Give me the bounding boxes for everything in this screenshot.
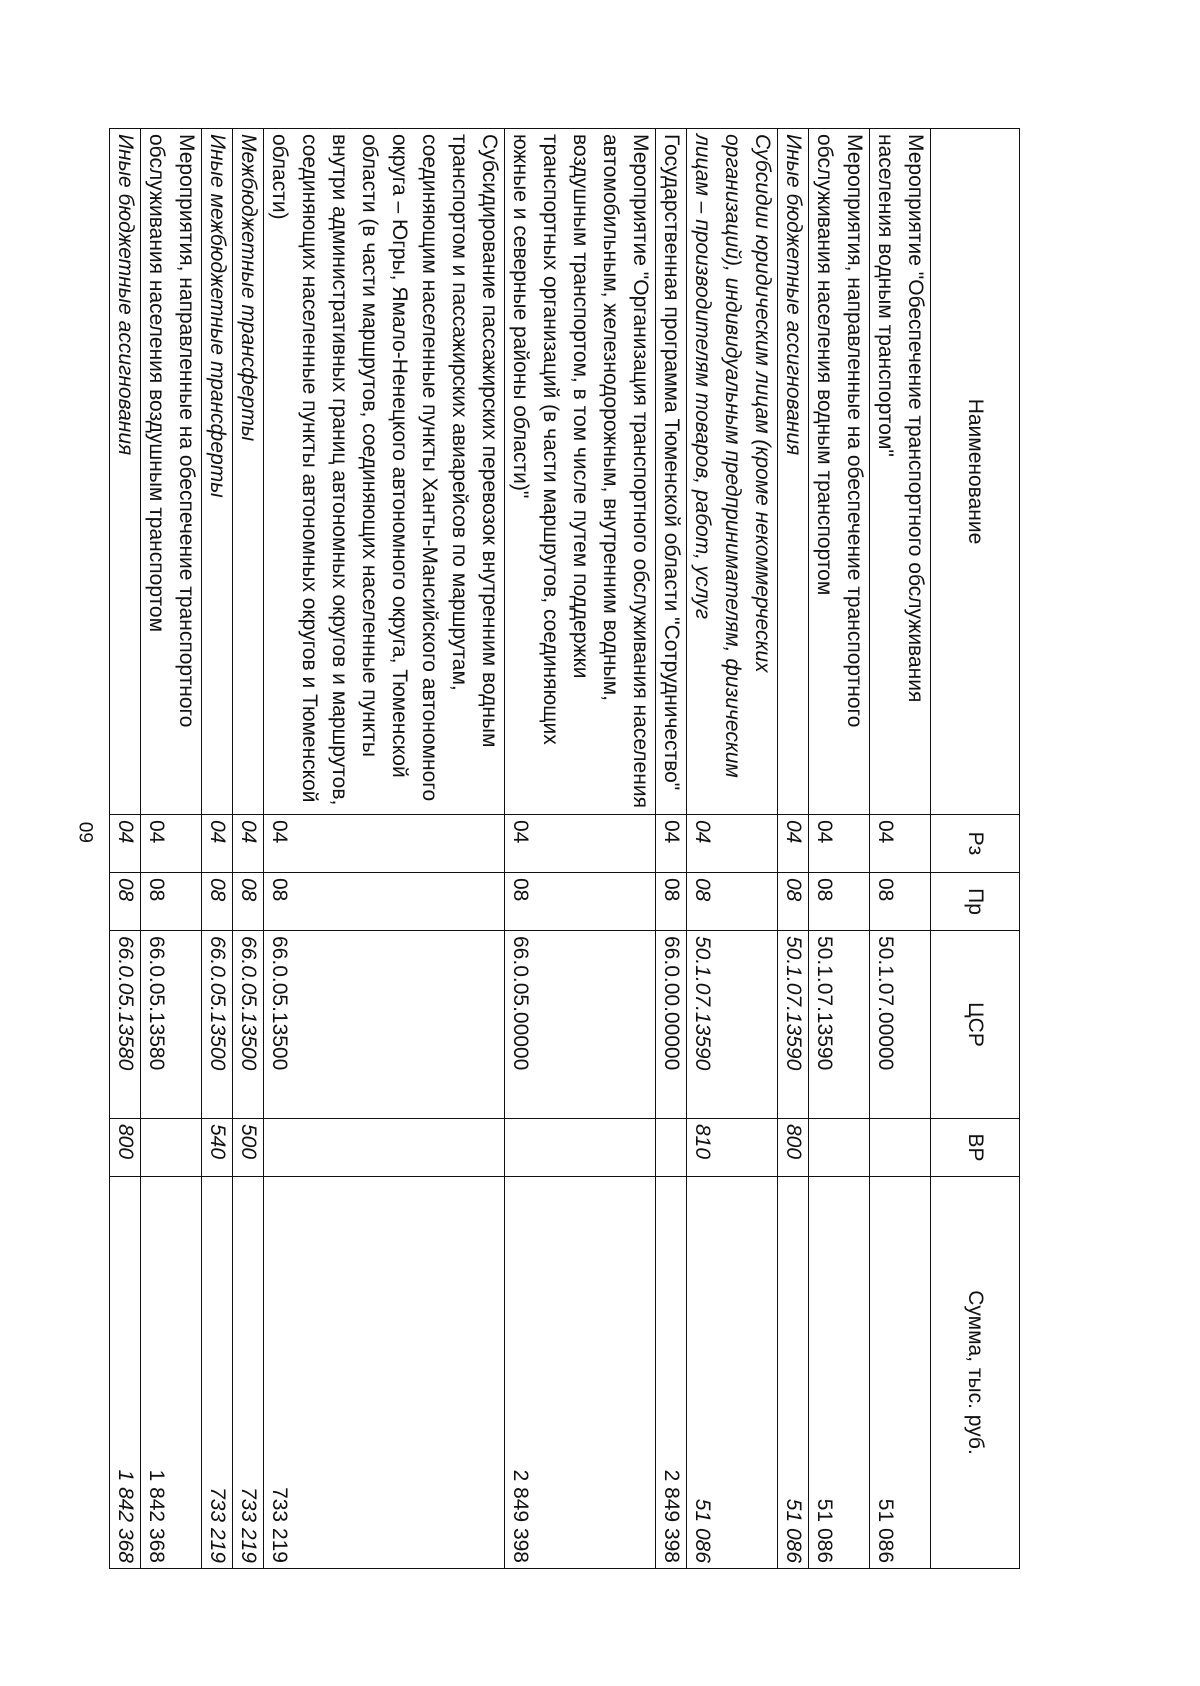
row-vr: 800 [110,1119,141,1177]
row-csr: 66.0.05.13500 [264,931,505,1119]
row-csr: 66.0.05.13500 [233,931,264,1119]
row-pr: 08 [809,873,870,931]
header-name: Наименование [931,129,1020,815]
table-row [687,129,778,1569]
row-pr: 08 [141,873,202,931]
table-row [809,129,870,1569]
row-name: Иные бюджетные ассигнования [110,129,141,815]
row-csr: 66.0.05.13580 [110,931,141,1119]
header-csr: ЦСР [931,931,1020,1119]
row-name: Субсидирование пассажирских перевозок внутренним водным транспортом и пассажирских авиарейсов по маршрутам, соединяющим населенные пункты Ханты-Мансийского автономного округа – Югры, Ямало-Ненецкого автономного округа, Тюменской области (в части маршрутов, соединяющих населенные пункты внутри административных границ автономных округов и маршрутов, соединяющих населенные пункты автономных округов и Тюменской области) [264,129,505,815]
header-pr: Пр [931,873,1020,931]
page-number: 60 [77,821,98,843]
row-vr [264,1119,505,1177]
row-rz: 04 [202,815,233,873]
row-csr: 66.0.00.00000 [656,931,687,1119]
row-sum: 51 086 [809,1177,870,1569]
header-vr: ВР [931,1119,1020,1177]
row-sum: 1 842 368 [110,1177,141,1569]
row-vr: 800 [778,1119,809,1177]
row-rz: 04 [505,815,656,873]
row-name: Государственная программа Тюменской области "Сотрудничество" [656,129,687,815]
table-row [202,129,233,1569]
row-vr: 500 [233,1119,264,1177]
row-name: Мероприятие "Организация транспортного обслуживания населения автомобильным, железнодорожным, внутренним водным, воздушным транспортом, в том числе путем поддержки транспортных организаций (в части маршрутов, соединяющих южные и северные районы области)" [505,129,656,815]
row-rz: 04 [264,815,505,873]
row-pr: 08 [656,873,687,931]
table-row [778,129,809,1569]
row-vr: 540 [202,1119,233,1177]
row-sum: 51 086 [687,1177,778,1569]
header-sum: Сумма, тыс. руб. [931,1177,1020,1569]
row-name: Межбюджетные трансферты [233,129,264,815]
table-row [141,129,202,1569]
row-rz: 04 [778,815,809,873]
row-rz: 04 [687,815,778,873]
table-row [870,129,931,1569]
row-rz: 04 [656,815,687,873]
header-row [931,129,1020,1569]
row-rz: 04 [809,815,870,873]
row-name: Иные межбюджетные трансферты [202,129,233,815]
row-csr: 66.0.05.13500 [202,931,233,1119]
row-sum: 2 849 398 [656,1177,687,1569]
row-pr: 08 [110,873,141,931]
row-pr: 08 [870,873,931,931]
row-rz: 04 [870,815,931,873]
row-name: Иные бюджетные ассигнования [778,129,809,815]
row-sum: 733 219 [202,1177,233,1569]
row-pr: 08 [202,873,233,931]
table-row [110,129,141,1569]
row-name: Мероприятие "Обеспечение транспортного обслуживания населения водным транспортом" [870,129,931,815]
row-sum: 733 219 [233,1177,264,1569]
row-sum: 51 086 [870,1177,931,1569]
row-pr: 08 [233,873,264,931]
row-name: Мероприятия, направленные на обеспечение транспортного обслуживания населения воздушным транспортом [141,129,202,815]
row-csr: 66.0.05.13580 [141,931,202,1119]
row-pr: 08 [264,873,505,931]
row-rz: 04 [141,815,202,873]
header-rz: Рз [931,815,1020,873]
table-body [110,129,931,1569]
row-pr: 08 [687,873,778,931]
row-vr [656,1119,687,1177]
row-sum: 733 219 [264,1177,505,1569]
row-vr [505,1119,656,1177]
row-csr: 50.1.07.13590 [687,931,778,1119]
budget-table [109,128,1020,1569]
table-row [505,129,656,1569]
row-sum: 51 086 [778,1177,809,1569]
row-name: Мероприятия, направленные на обеспечение транспортного обслуживания населения водным транспортом [809,129,870,815]
row-pr: 08 [778,873,809,931]
row-sum: 1 842 368 [141,1177,202,1569]
table-row [656,129,687,1569]
row-name: Субсидии юридическим лицам (кроме некоммерческих организаций), индивидуальным предпринимателям, физическим лицам – производителям товаров, работ, услуг [687,129,778,815]
rotated-page [114,128,1020,1568]
row-vr [141,1119,202,1177]
row-csr: 66.0.05.00000 [505,931,656,1119]
row-csr: 50.1.07.13590 [809,931,870,1119]
row-rz: 04 [110,815,141,873]
table-row [233,129,264,1569]
row-vr [870,1119,931,1177]
row-pr: 08 [505,873,656,931]
row-vr: 810 [687,1119,778,1177]
row-sum: 2 849 398 [505,1177,656,1569]
row-csr: 50.1.07.00000 [870,931,931,1119]
table-row [264,129,505,1569]
row-csr: 50.1.07.13590 [778,931,809,1119]
row-rz: 04 [233,815,264,873]
row-vr [809,1119,870,1177]
